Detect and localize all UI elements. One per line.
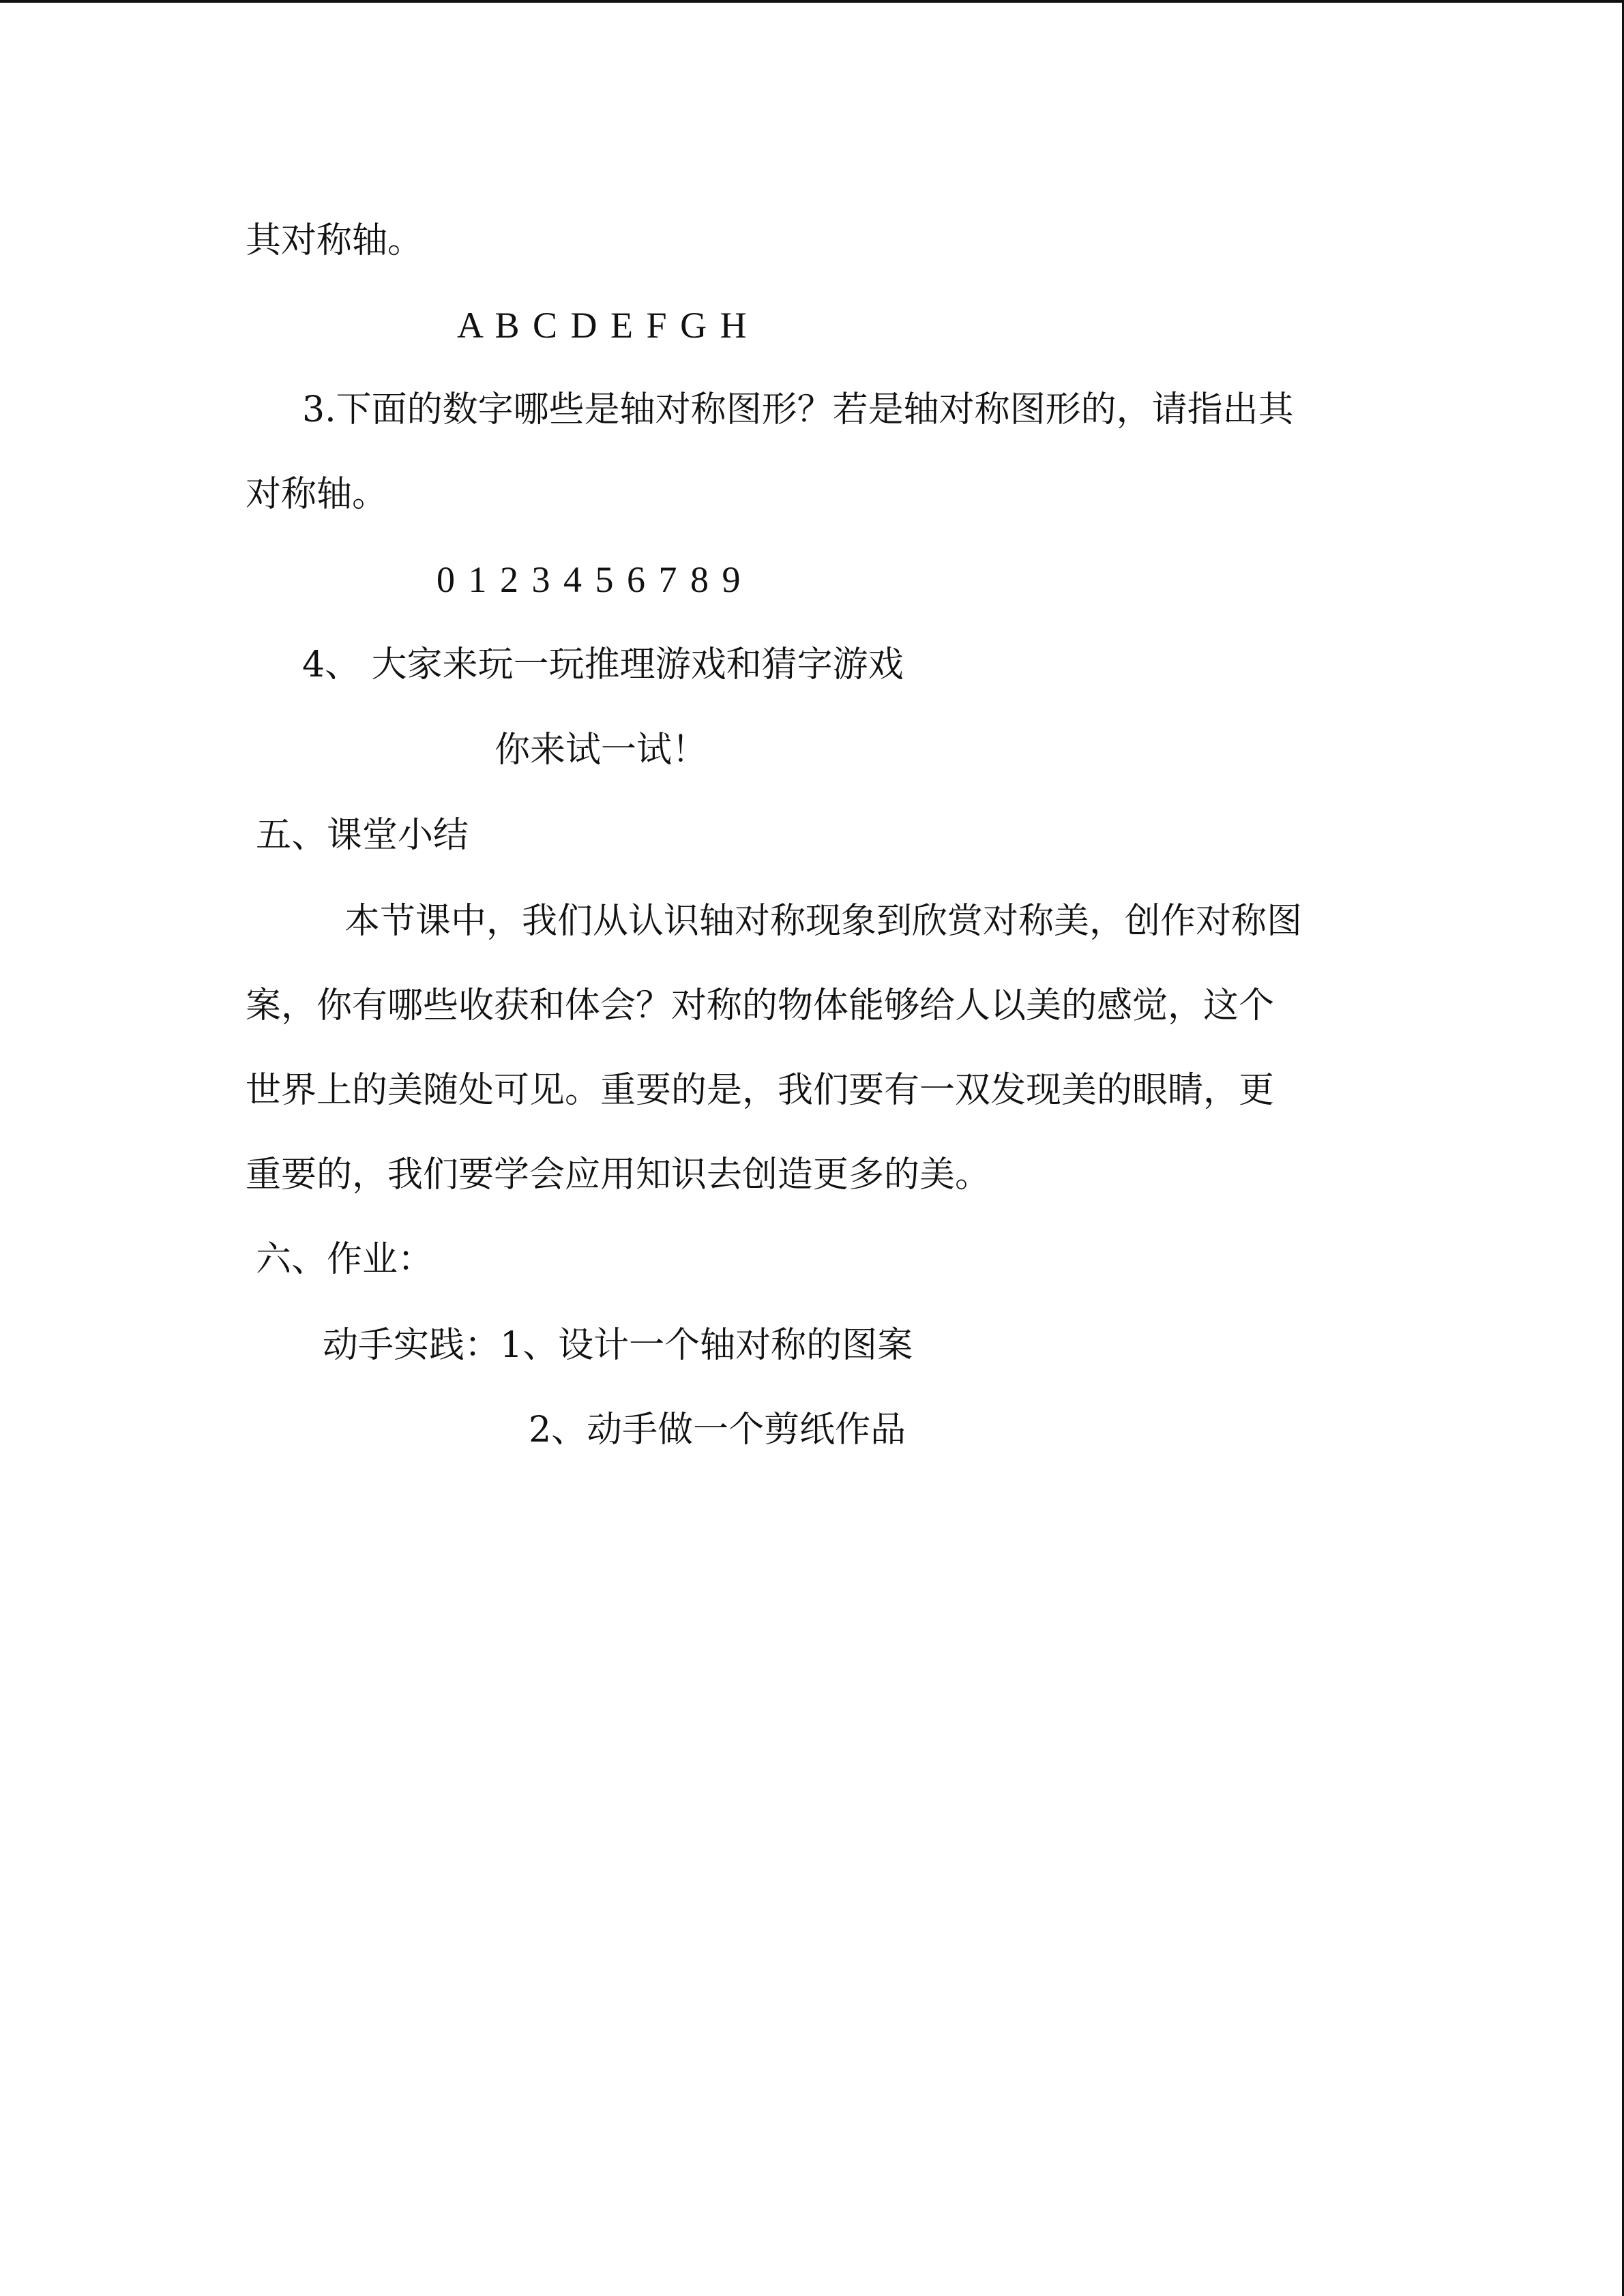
summary-line-2: 案，你有哪些收获和体会？对称的物体能够给人以美的感觉，这个 bbox=[246, 985, 1275, 1026]
summary-line-1: 本节课中，我们从认识轴对称现象到欣赏对称美，创作对称图 bbox=[344, 901, 1303, 942]
digits-line: 0 1 2 3 4 5 6 7 8 9 bbox=[437, 559, 743, 600]
homework-item-1: 动手实践：1、设计一个轴对称的图案 bbox=[323, 1325, 913, 1366]
top-border-line bbox=[0, 0, 1624, 3]
summary-line-4: 重要的，我们要学会应用知识去创造更多的美。 bbox=[246, 1154, 991, 1195]
homework-item-2: 2、动手做一个剪纸作品 bbox=[529, 1410, 906, 1450]
section-6-heading: 六、作业： bbox=[256, 1239, 434, 1280]
section-5-heading: 五、课堂小结 bbox=[256, 815, 469, 856]
try-it-line: 你来试一试！ bbox=[494, 730, 708, 771]
text-line-4: 对称轴。 bbox=[246, 474, 388, 515]
summary-line-3: 世界上的美随处可见。重要的是，我们要有一双发现美的眼睛，更 bbox=[246, 1070, 1275, 1111]
question-4-line: 4、 大家来玩一玩推理游戏和猜字游戏 bbox=[302, 644, 904, 685]
letters-line: A B C D E F G H bbox=[457, 305, 749, 346]
text-line-1: 其对称轴。 bbox=[246, 220, 424, 261]
question-3-line: 3.下面的数字哪些是轴对称图形？若是轴对称图形的，请指出其 bbox=[302, 389, 1294, 430]
